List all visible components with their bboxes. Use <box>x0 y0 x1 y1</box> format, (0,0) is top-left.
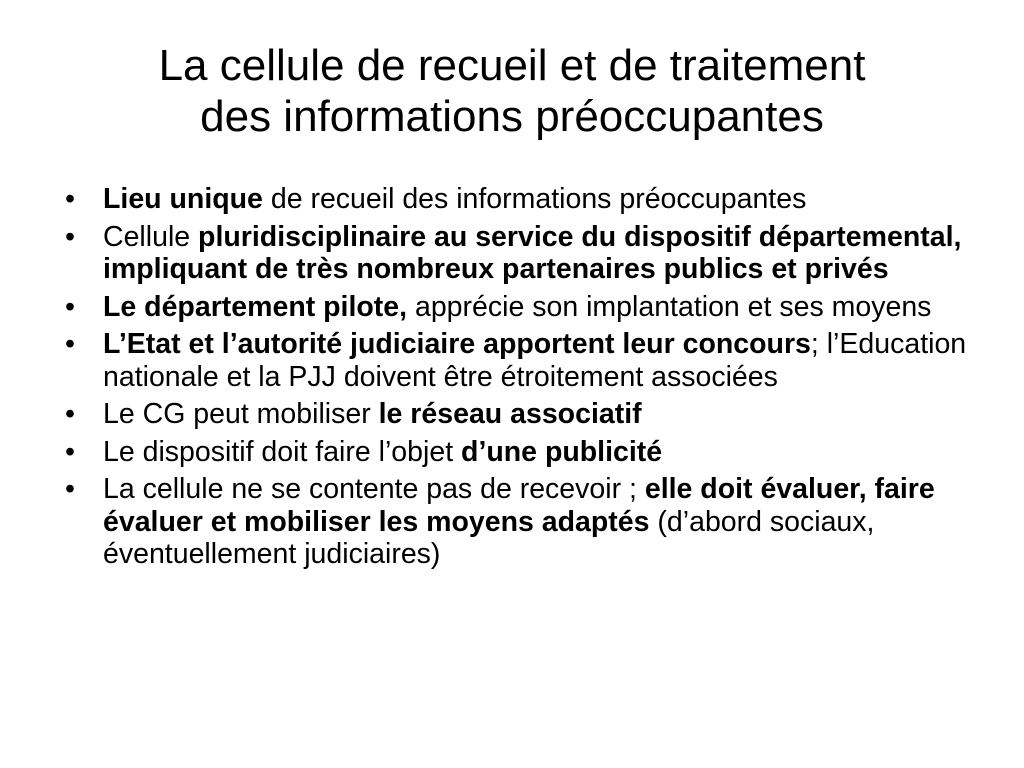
bullet-text-bold: elle doit évaluer, faire évaluer et mobiliser les moyens adaptés <box>103 473 935 538</box>
bullet-marker: • <box>65 435 75 468</box>
bullet-text: Le CG peut mobiliser <box>103 398 379 430</box>
bullet-item <box>60 398 990 431</box>
bullet-text: La cellule ne se contente pas de recevoir ; <box>103 473 645 505</box>
bullet-marker: • <box>65 290 75 323</box>
bullet-text: de recueil des informations préoccupantes <box>262 183 807 215</box>
bullet-list <box>60 183 990 576</box>
bullet-text: (d’abord sociaux, éventuellement judiciaires) <box>103 505 875 570</box>
bullet-text: apprécie son implantation et ses moyens <box>407 290 932 323</box>
bullet-item <box>60 183 990 216</box>
bullet-text-bold: d’une publicité <box>461 435 663 468</box>
bullet-marker: • <box>65 220 75 253</box>
bullet-text: Cellule <box>103 220 199 253</box>
bullet-item <box>60 473 990 571</box>
slide-title-line-2: des informations préoccupantes <box>200 92 824 141</box>
bullet-text-bold: pluridisciplinaire au service du dispositif départemental, impliquant de très nombreux partenaires publics et privés <box>103 220 962 285</box>
bullet-text-bold: le réseau associatif <box>378 398 642 430</box>
bullet-marker: • <box>65 473 75 505</box>
bullet-item <box>60 328 990 393</box>
bullet-item <box>60 221 990 286</box>
bullet-marker: • <box>65 398 75 430</box>
bullet-text-bold: Le département pilote, <box>103 290 408 323</box>
bullet-item <box>60 436 990 469</box>
slide-title <box>60 40 964 142</box>
bullet-marker: • <box>65 183 75 215</box>
bullet-marker: • <box>65 328 75 360</box>
slide-title-line-1: La cellule de recueil et de traitement <box>158 41 866 90</box>
bullet-text-bold: L’Etat et l’autorité judiciaire apportent leur concours <box>103 328 811 360</box>
bullet-text: Le dispositif doit faire l’objet <box>103 435 462 468</box>
bullet-text-bold: Lieu unique <box>103 183 263 215</box>
bullet-text: ; l’Education nationale et la PJJ doivent être étroitement associées <box>103 328 967 393</box>
bullet-item <box>60 291 990 324</box>
